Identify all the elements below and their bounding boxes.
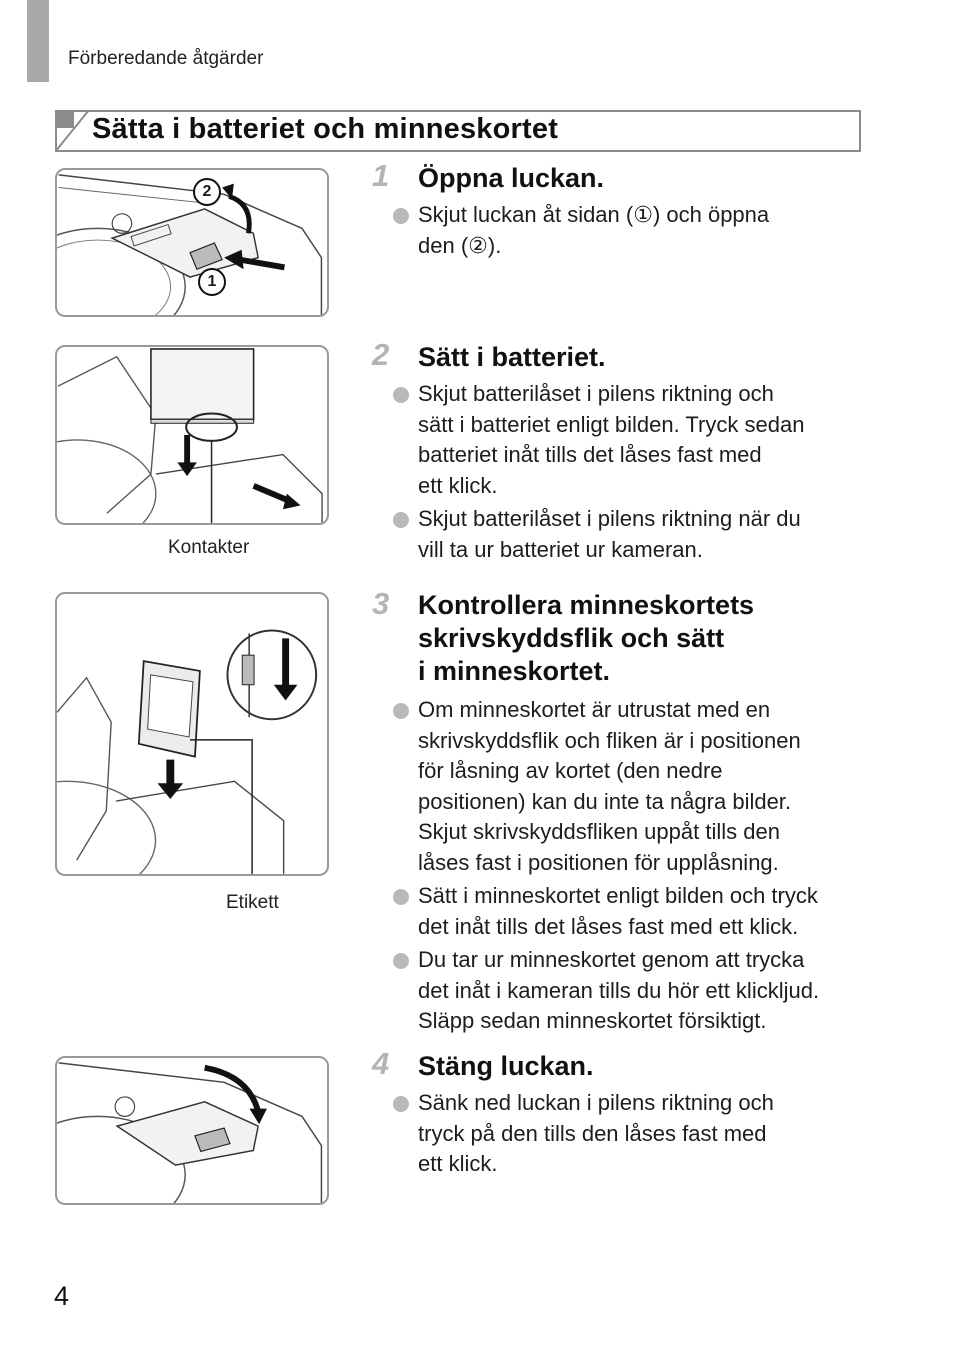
step-3-text-2: Sätt i minneskortet enligt bilden och tryck det inåt tills det låses fast med ett klick. — [418, 883, 818, 939]
step-3-text-3: Du tar ur minneskortet genom att trycka det inåt i kameran tills du hör ett klickljud. Släpp sedan minneskortet försiktigt. — [418, 947, 820, 1033]
step-1-number: 1 — [372, 158, 390, 193]
step-4-text-1: Sänk ned luckan i pilens riktning och tryck på den tills den låses fast med ett klick. — [418, 1090, 774, 1176]
step-4-bullet-1 — [393, 1096, 409, 1112]
step-1-bullet-1 — [393, 208, 409, 224]
step-2-bullet-2 — [393, 512, 409, 528]
figure-close-cover — [55, 1056, 329, 1205]
camera-cover-close-illustration — [57, 1058, 327, 1203]
step-2-text-1: Skjut batterilåset i pilens riktning och sätt i batteriet enligt bilden. Tryck sedan batteriet inåt tills det låses fast med ett klick. — [418, 381, 805, 498]
battery-illustration — [57, 347, 327, 523]
memory-card-illustration — [57, 594, 327, 874]
figure-caption-label: Etikett — [226, 892, 279, 913]
step-1-title: Öppna luckan. — [418, 163, 605, 193]
running-head: Förberedande åtgärder — [68, 48, 264, 69]
chapter-tab — [27, 0, 49, 82]
callout-2: 2 — [193, 178, 221, 206]
step-2-bullet-1 — [393, 387, 409, 403]
callout-1: 1 — [198, 268, 226, 296]
step-4-number: 4 — [372, 1046, 390, 1081]
step-3-bullet-3 — [393, 953, 409, 969]
step-2-title: Sätt i batteriet. — [418, 342, 606, 372]
step-3-text-1: Om minneskortet är utrustat med en skrivskyddsflik och fliken är i positionen för låsning av kortet (den nedre positionen) kan du inte ta några bilder. Skjut skrivskyddsfliken uppåt tills den låses fast i positionen för upplåsning. — [418, 697, 801, 875]
figure-insert-memory-card — [55, 592, 329, 876]
section-title: Sätta i batteriet och minneskortet — [92, 113, 559, 145]
step-4-title: Stäng luckan. — [418, 1051, 594, 1081]
figure-insert-battery — [55, 345, 329, 525]
step-3-bullet-2 — [393, 889, 409, 905]
camera-cover-illustration — [57, 170, 327, 315]
step-3-title: Kontrollera minneskortets skrivskyddsflik och sätt i minneskortet. — [418, 590, 755, 686]
page-number: 4 — [54, 1281, 70, 1311]
step-3-number: 3 — [372, 586, 390, 621]
step-2-number: 2 — [372, 337, 390, 372]
step-3-bullet-1 — [393, 703, 409, 719]
figure-caption-contacts: Kontakter — [168, 537, 250, 558]
step-1-text-1: Skjut luckan åt sidan (①) och öppna den (②). — [418, 202, 770, 258]
section-heading-marker — [55, 110, 95, 152]
step-2-text-2: Skjut batterilåset i pilens riktning när du vill ta ur batteriet ur kameran. — [418, 506, 801, 562]
figure-open-cover — [55, 168, 329, 317]
